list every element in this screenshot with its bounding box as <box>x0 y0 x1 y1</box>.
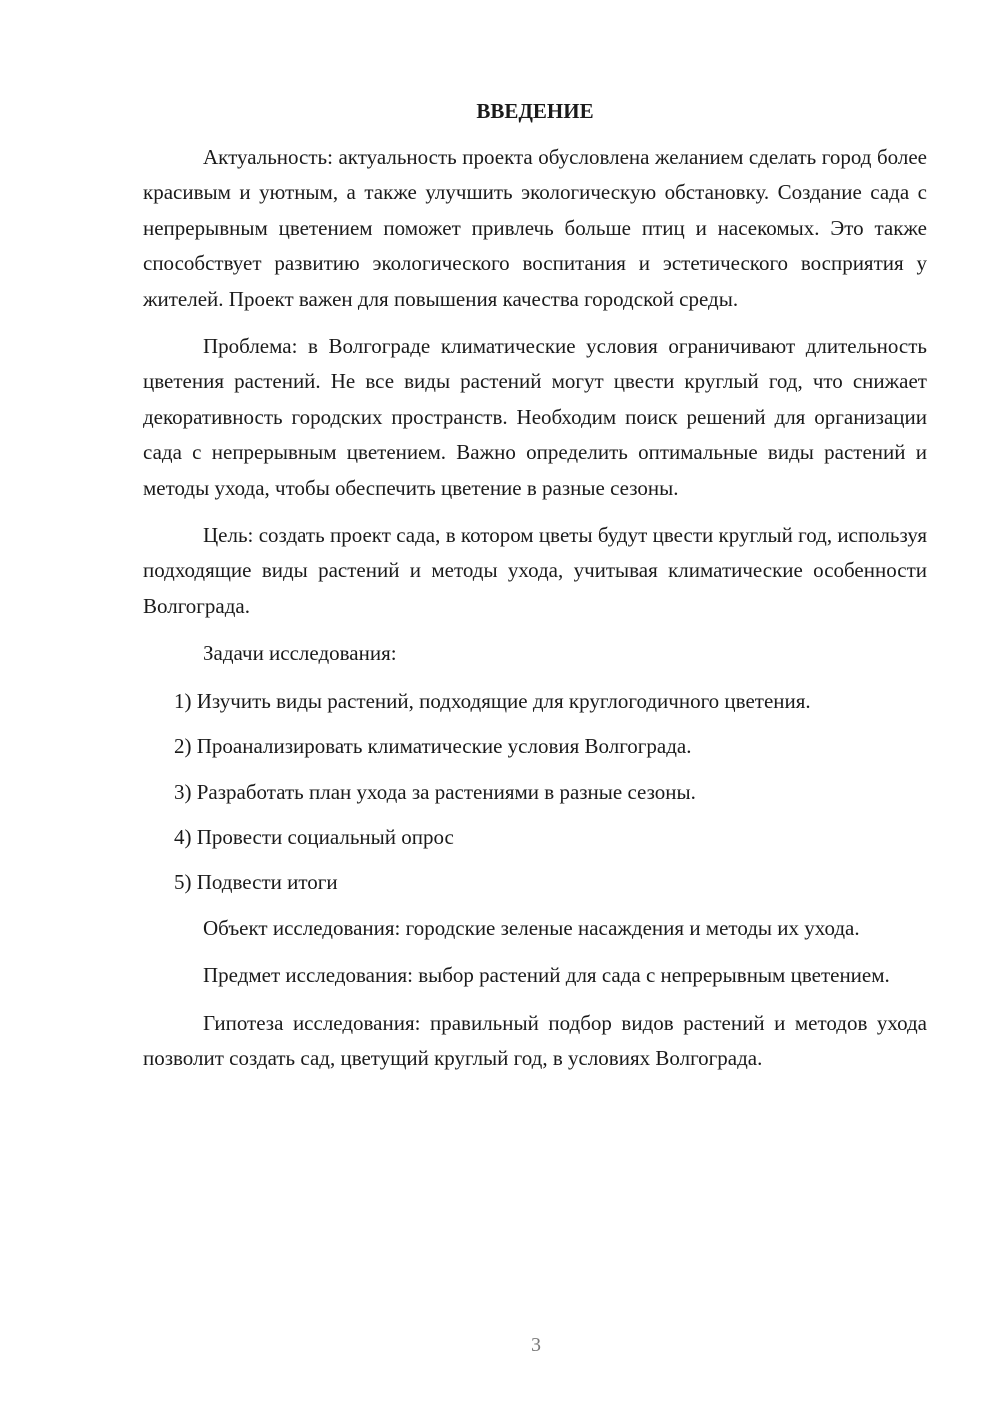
paragraph-object: Объект исследования: городские зеленые насаждения и методы их ухода. <box>203 915 860 940</box>
task-item-5: 5) Подвести итоги <box>174 870 338 895</box>
tasks-heading: Задачи исследования: <box>203 641 397 666</box>
task-item-1: 1) Изучить виды растений, подходящие для круглогодичного цветения. <box>174 688 811 713</box>
tasks-list <box>143 684 927 901</box>
paragraph-hypothesis: Гипотеза исследования: правильный подбор видов растений и методов ухода позволит создать сад, цветущий круглый год, в условиях Волгограда. <box>143 1010 927 1070</box>
task-item-2: 2) Проанализировать климатические условия Волгограда. <box>174 734 692 759</box>
page-number: 3 <box>531 1334 541 1356</box>
paragraph-relevance: Актуальность: актуальность проекта обусловлена желанием сделать город более красивым и уютным, а также улучшить экологическую обстановку. Создание сада с непрерывным цветением поможет привлечь больше птиц и насекомых. Это также способствует развитию экологического воспитания и эстетического восприятия у жителей. Проект важен для повышения качества городской среды. <box>143 145 927 311</box>
page-title: ВВЕДЕНИЕ <box>476 99 594 123</box>
paragraph-problem: Проблема: в Волгограде климатические условия ограничивают длительность цветения растений. Не все виды растений могут цвести круглый год, что снижает декоративность городских пространств. Необходим поиск решений для организации сада с непрерывным цветением. Важно определить оптимальные виды растений и методы ухода, чтобы обеспечить цветение в разные сезоны. <box>143 334 927 500</box>
task-item-4: 4) Провести социальный опрос <box>174 824 454 849</box>
task-item-3: 3) Разработать план ухода за растениями в разные сезоны. <box>174 779 696 804</box>
paragraph-goal: Цель: создать проект сада, в котором цветы будут цвести круглый год, используя подходящие виды растений и методы ухода, учитывая климатические особенности Волгограда. <box>143 523 927 618</box>
paragraph-subject: Предмет исследования: выбор растений для сада с непрерывным цветением. <box>203 963 890 988</box>
document-body <box>143 96 927 1088</box>
